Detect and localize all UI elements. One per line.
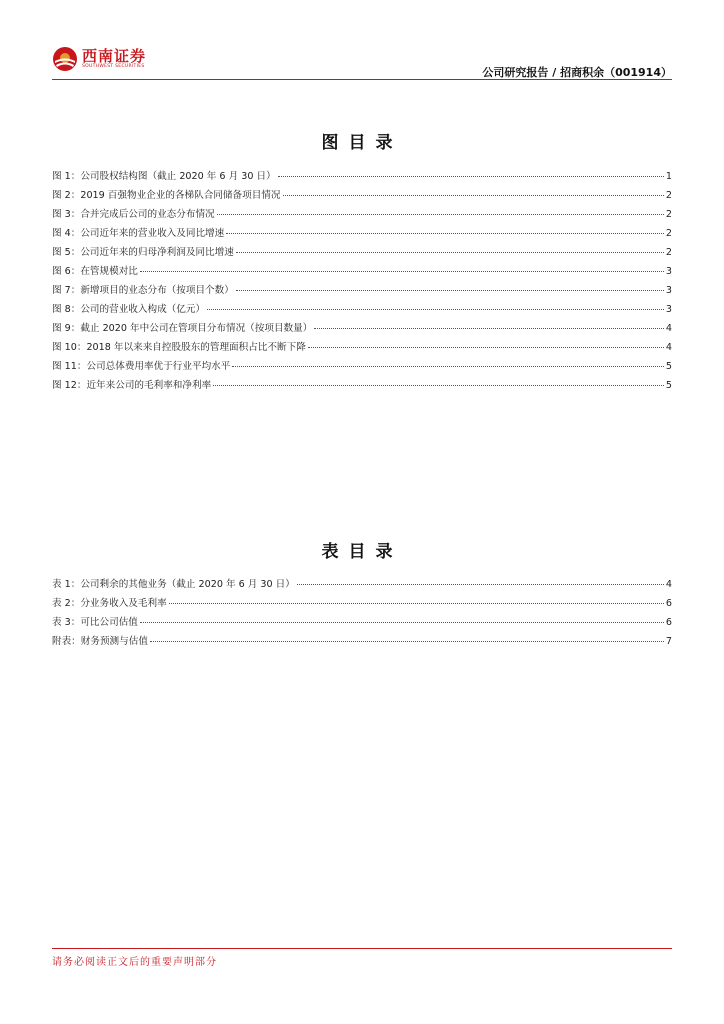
logo-sun-icon	[52, 46, 78, 72]
toc-page-number: 6	[665, 617, 672, 628]
toc-entry-label: 图 2：2019 百强物业企业的各梯队合同储备项目情况	[52, 190, 281, 201]
toc-dot-leader	[232, 356, 664, 367]
toc-page-number: 2	[665, 209, 672, 220]
toc-entry-label: 图 5：公司近年来的归母净利润及同比增速	[52, 247, 234, 258]
toc-page-number: 2	[665, 190, 672, 201]
toc-dot-leader	[140, 261, 664, 272]
footer-divider	[52, 948, 672, 949]
logo-english-name: SOUTHWEST SECURITIES	[82, 64, 145, 69]
toc-entry-label: 图 7：新增项目的业态分布（按项目个数）	[52, 285, 234, 296]
footer-disclaimer: 请务必阅读正文后的重要声明部分	[52, 957, 217, 968]
toc-dot-leader	[308, 337, 664, 348]
toc-dot-leader	[314, 318, 664, 329]
toc-page-number: 4	[665, 579, 672, 590]
toc-entry-label: 表 3：可比公司估值	[52, 617, 138, 628]
page-header	[52, 40, 672, 82]
tables-toc-title: 表目录	[321, 542, 403, 562]
toc-page-number: 7	[665, 636, 672, 647]
toc-entry-label: 表 1：公司剩余的其他业务（截止 2020 年 6 月 30 日）	[52, 579, 295, 590]
toc-dot-leader	[236, 242, 664, 253]
toc-dot-leader	[226, 223, 664, 234]
header-divider	[52, 79, 672, 80]
toc-page-number: 5	[665, 380, 672, 391]
toc-page-number: 5	[665, 361, 672, 372]
toc-dot-leader	[213, 375, 664, 386]
toc-entry-label: 图 9：截止 2020 年中公司在管项目分布情况（按项目数量）	[52, 323, 313, 334]
toc-entry-label: 图 10：2018 年以来来自控股股东的管理面积占比不断下降	[52, 342, 306, 353]
toc-dot-leader	[236, 280, 664, 291]
toc-dot-leader	[169, 593, 664, 604]
toc-entry-label: 图 1：公司股权结构图（截止 2020 年 6 月 30 日）	[52, 171, 276, 182]
toc-entry-label: 图 11：公司总体费用率优于行业平均水平	[52, 361, 231, 372]
toc-dot-leader	[297, 574, 664, 585]
toc-dot-leader	[278, 166, 664, 177]
figures-toc-list	[52, 168, 672, 396]
toc-page-number: 3	[665, 285, 672, 296]
toc-page-number: 4	[665, 323, 672, 334]
report-title: 公司研究报告 / 招商积余（001914）	[482, 66, 672, 79]
toc-page-number: 4	[665, 342, 672, 353]
toc-entry-label: 图 3：合并完成后公司的业态分布情况	[52, 209, 215, 220]
toc-page-number: 2	[665, 228, 672, 239]
company-logo	[52, 42, 146, 76]
logo-chinese-name: 西南证券	[82, 47, 147, 65]
toc-page-number: 2	[665, 247, 672, 258]
toc-entry-label: 附表：财务预测与估值	[52, 636, 148, 647]
toc-dot-leader	[217, 204, 664, 215]
toc-dot-leader	[207, 299, 664, 310]
toc-page-number: 1	[665, 171, 672, 182]
toc-entry-label: 图 8：公司的营业收入构成（亿元）	[52, 304, 206, 315]
toc-page-number: 6	[665, 598, 672, 609]
toc-page-number: 3	[665, 304, 672, 315]
toc-entry-label: 图 6：在管规模对比	[52, 266, 138, 277]
toc-entry-label: 图 4：公司近年来的营业收入及同比增速	[52, 228, 225, 239]
table-toc-entry[interactable]	[52, 633, 672, 652]
tables-toc-list	[52, 576, 672, 652]
toc-dot-leader	[150, 631, 664, 642]
toc-dot-leader	[140, 612, 664, 623]
toc-entry-label: 图 12：近年来公司的毛利率和净利率	[52, 380, 212, 391]
figure-toc-entry[interactable]	[52, 377, 672, 396]
toc-dot-leader	[283, 185, 664, 196]
figures-toc-title: 图目录	[321, 133, 403, 153]
toc-page-number: 3	[665, 266, 672, 277]
toc-entry-label: 表 2：分业务收入及毛利率	[52, 598, 167, 609]
